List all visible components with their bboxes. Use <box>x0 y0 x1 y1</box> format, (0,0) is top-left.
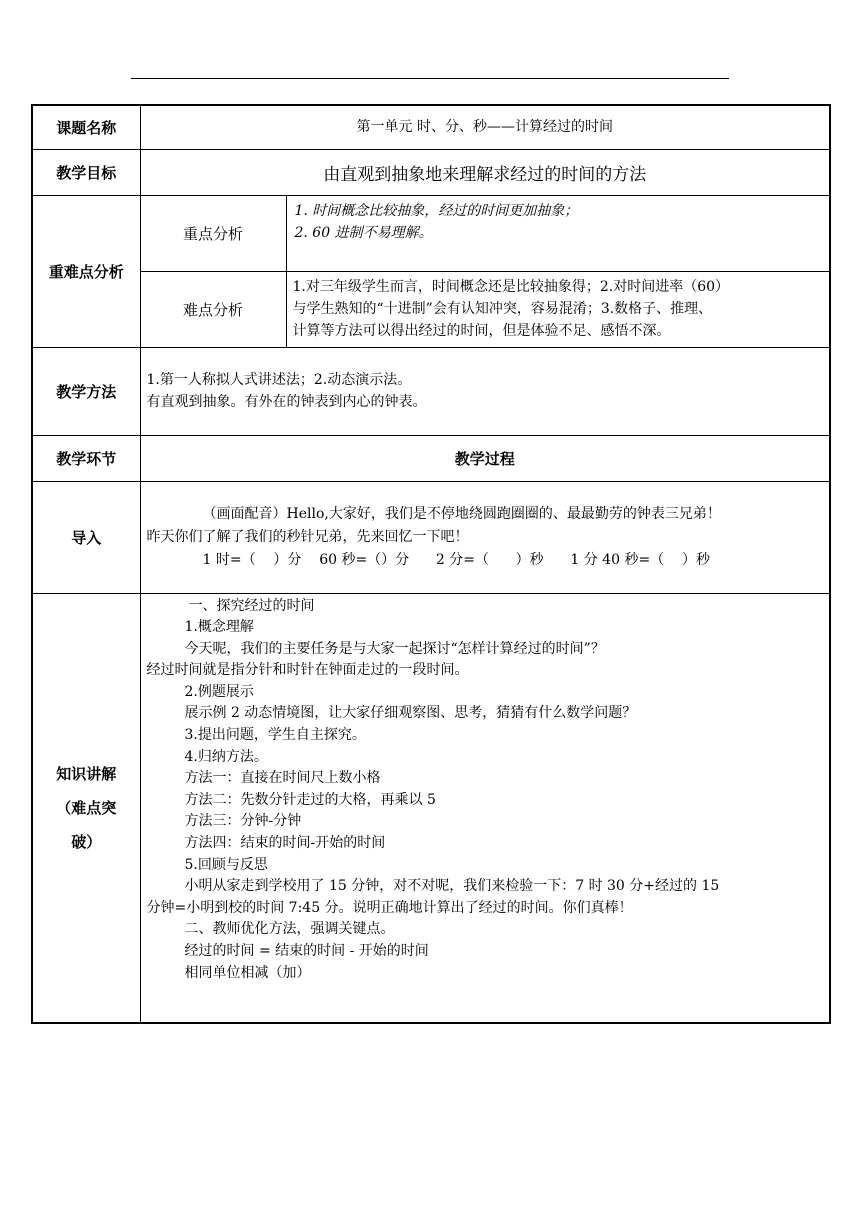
goal-label: 教学目标 <box>32 149 140 195</box>
stage-row <box>32 435 830 481</box>
key-label: 重点分析 <box>140 195 286 271</box>
knowledge-label-line: 破） <box>71 832 102 851</box>
topic-value: 第一单元 时、分、秒——计算经过的时间 <box>140 105 830 149</box>
method-label: 教学方法 <box>32 347 140 435</box>
process-label: 教学过程 <box>140 435 830 481</box>
method-line: 1.第一人称拟人式讲述法；2.动态演示法。 <box>146 372 412 388</box>
topic-label: 课题名称 <box>32 105 140 149</box>
knowledge-line: 5.回顾与反思 <box>184 856 268 873</box>
goal-row <box>32 149 830 195</box>
knowledge-line: 4.归纳方法。 <box>184 748 268 765</box>
knowledge-line: 小明从家走到学校用了 15 分钟，对不对呢，我们来检验一下：7 时 30 分+经过的 15 <box>184 878 720 895</box>
stage-label: 教学环节 <box>32 435 140 481</box>
knowledge-line: 一、探究经过的时间 <box>188 597 315 614</box>
method-content <box>140 347 830 435</box>
knowledge-line: 分钟=小明到校的时间 7:45 分。说明正确地计算出了经过的时间。你们真棒！ <box>146 899 633 916</box>
key-item: 2. 60 进制不易理解。 <box>294 224 433 241</box>
knowledge-line: 展示例 2 动态情境图，让大家仔细观察图、思考，猜猜有什么数学问题？ <box>184 705 637 722</box>
knowledge-line: 1.概念理解 <box>184 619 254 636</box>
topic-row <box>32 105 830 149</box>
goal-value: 由直观到抽象地来理解求经过的时间的方法 <box>140 149 830 195</box>
difficulty-line: 计算等方法可以得出经过的时间，但是体验不足、感悟不深。 <box>292 323 671 339</box>
difficulty-row <box>32 271 830 347</box>
knowledge-line: 3.提出问题，学生自主探究。 <box>184 727 366 744</box>
key-row <box>32 195 830 271</box>
knowledge-line: 方法二：先数分针走过的大格，再乘以 5 <box>184 791 436 808</box>
method-line: 有直观到抽象。有外在的钟表到内心的钟表。 <box>146 394 427 410</box>
method-row <box>32 347 830 435</box>
difficulty-line: 1.对三年级学生而言，时间概念还是比较抽象得；2.对时间进率（60） <box>292 279 730 295</box>
intro-line: 1 时=（ ）分 60 秒=（）分 2 分=（ ）秒 1 分 40 秒=（ ）秒 <box>202 551 710 568</box>
key-item: 1. 时间概念比较抽象，经过的时间更加抽象； <box>294 202 579 219</box>
knowledge-line: 经过的时间 = 结束的时间 - 开始的时间 <box>184 943 429 959</box>
intro-content <box>140 481 830 593</box>
intro-line: （画面配音）Hello,大家好，我们是不停地绕圆跑圈圈的、最最勤劳的钟表三兄弟！ <box>202 505 721 522</box>
lesson-plan-table <box>31 104 831 1024</box>
knowledge-line: 二、教师优化方法，强调关键点。 <box>184 921 395 938</box>
intro-row <box>32 481 830 593</box>
knowledge-label-line: （难点突 <box>56 798 117 817</box>
knowledge-line: 方法一：直接在时间尺上数小格 <box>184 770 381 787</box>
knowledge-content <box>140 593 830 1023</box>
analysis-label: 重难点分析 <box>32 195 140 347</box>
key-content <box>286 195 830 271</box>
knowledge-label <box>32 593 140 1023</box>
difficulty-line: 与学生熟知的“十进制”会有认知冲突，容易混淆；3.数格子、推理、 <box>292 301 713 317</box>
knowledge-line: 今天呢，我们的主要任务是与大家一起探讨“怎样计算经过的时间”？ <box>184 640 605 657</box>
difficulty-content <box>286 271 830 347</box>
knowledge-line: 方法三：分钟-分钟 <box>184 813 302 830</box>
header-rule <box>131 78 729 79</box>
knowledge-line: 2.例题展示 <box>184 683 254 700</box>
knowledge-label-line: 知识讲解 <box>56 764 117 783</box>
intro-label: 导入 <box>32 481 140 593</box>
knowledge-line: 经过时间就是指分针和时针在钟面走过的一段时间。 <box>146 662 469 679</box>
knowledge-line: 相同单位相减（加） <box>184 964 311 981</box>
intro-line: 昨天你们了解了我们的秒针兄弟，先来回忆一下吧！ <box>146 528 469 545</box>
knowledge-line: 方法四：结束的时间-开始的时间 <box>184 835 386 852</box>
knowledge-row <box>32 593 830 1023</box>
difficulty-label: 难点分析 <box>140 271 286 347</box>
knowledge-lines <box>147 596 824 985</box>
